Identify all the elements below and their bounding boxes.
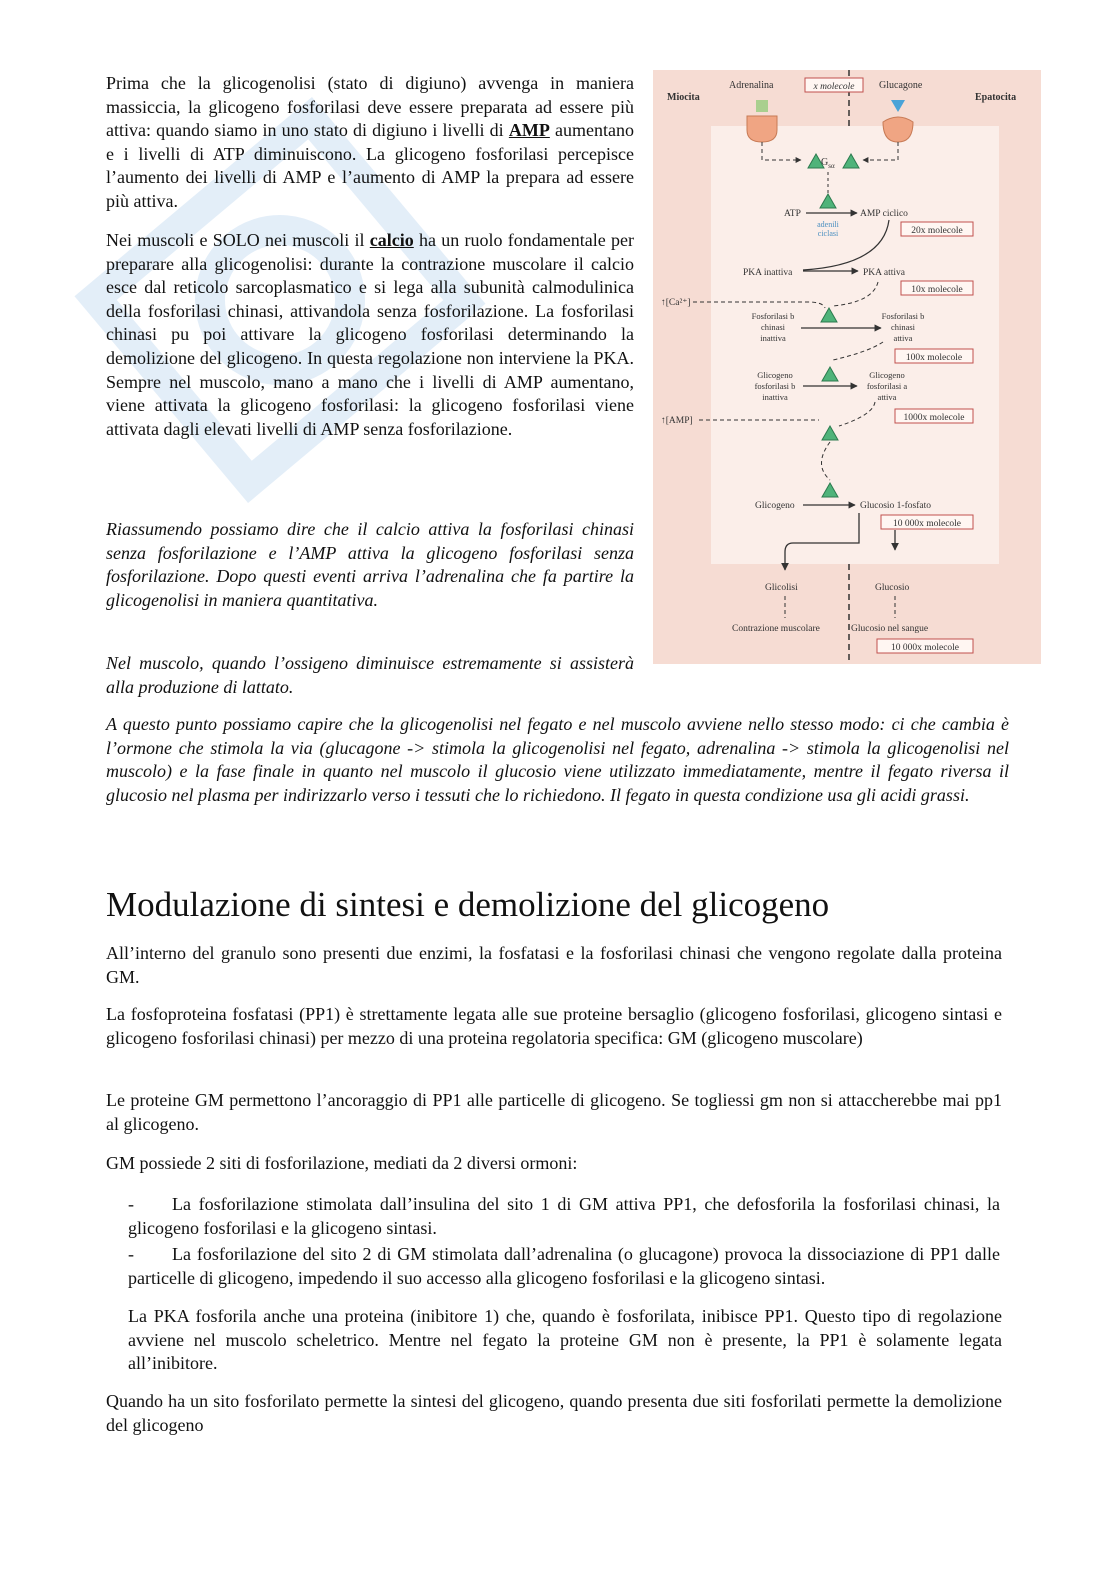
label-gf-in-2: fosforilasi b (754, 381, 796, 391)
list-item (128, 1243, 1000, 1290)
label-glucosio: Glucosio (875, 583, 910, 593)
label-glucagone: Glucagone (879, 80, 923, 91)
label-fk-at-2: chinasi (890, 322, 916, 332)
label-pka-inattiva: PKA inattiva (743, 268, 793, 278)
label-atp: ATP (784, 209, 801, 219)
paragraph-pp1: La fosfoproteina fosfatasi (PP1) è strettamente legata alle sue proteine bersaglio (glicogeno fosforilasi, glicogeno sintasi e glicogeno fosforilasi chinasi) per mezzo di una proteina regolatoria specifica: GM (glicogeno muscolare) (106, 1004, 1002, 1048)
amp-bold-term: AMP (508, 120, 550, 141)
bullet-text: La fosforilazione stimolata dall’insulina del sito 1 di GM attiva PP1, che defosforila la fosforilasi chinasi, la glicogeno fosforilasi e la glicogeno sintasi. (128, 1194, 1000, 1238)
label-gf-at-3: attiva (877, 392, 897, 402)
label-fk-at-3: attiva (893, 333, 913, 343)
label-amp-ciclico: AMP ciclico (860, 209, 908, 219)
paragraph-granulo: All’interno del granulo sono presenti due enzimi, la fosfatasi e la fosforilasi chinasi che vengono regolate dalla proteina GM. (106, 943, 1002, 987)
para1-text-a: Prima che la glicogenolisi (stato di digiuno) avvenga in maniera massiccia, la glicogeno fosforilasi deve essere preparata ad essere più attiva: quando siamo in uno stato di digiuno i livelli di (106, 73, 634, 141)
label-fk-in-2: chinasi (760, 322, 786, 332)
label-20x: 20x molecole (911, 226, 963, 236)
label-glucosio-sangue: Glucosio nel sangue (851, 624, 929, 634)
label-fk-in-3: inattiva (760, 333, 786, 343)
label-gf-in-1: Glicogeno (757, 370, 793, 380)
label-adenil-2: ciclasi (817, 229, 839, 238)
label-1000x: 1000x molecole (903, 413, 965, 423)
para1-text-b: aumentano e i livelli di ATP diminuiscono. La glicogeno fosforilasi percepisce l’aumento dei livelli di AMP e l’aumento di AMP la prepara ad essere più attiva. (106, 120, 634, 211)
label-miocita: Miocita (667, 92, 700, 103)
paragraph-lattato: Nel muscolo, quando l’ossigeno diminuisce estremamente si assisterà alla produzione di lattato. (106, 653, 634, 697)
para2-text-b: ha un ruolo fondamentale per preparare alla glicogenolisi: durante la contrazione muscolare il calcio esce dal reticolo sarcoplasmatico e si lega alla subunità calmodulinica della fosforilasi chinasi, attivandola senza fosforilazione. La fosforilasi chinasi pu poi attivare la glicogeno fosforilasi determinando la demolizione del glicogeno. In questa regolazione non interviene la PKA. Sempre nel muscolo, mano a mano che i livelli di AMP aumentano, viene attivata la glicogeno fosforilasi: la glicogeno fosforilasi viene attivata dagli elevati livelli di AMP senza fosforilazione. (106, 230, 635, 439)
label-gf-at-2: fosforilasi a (866, 381, 908, 391)
paragraph-fegato-muscolo: A questo punto possiamo capire che la glicogenolisi nel fegato e nel muscolo avviene nello stesso modo: ci che cambia è l’ormone che stimola la via (glucagone -> stimola la glicogenolisi nel fegato, adrenalina -> stimola la glicogenolisi nel muscolo) e la fase finale in quanto nel muscolo il glucosio viene utilizzato immediatamente, mentre il fegato riversa il glucosio nel plasma per indirizzarlo verso i tessuti che lo richiedono. Il fegato in questa condizione usa gli acidi grassi. (106, 714, 1009, 805)
label-ca: ↑[Ca²⁺] (661, 298, 691, 308)
paragraph-glicogenolisi-amp (106, 72, 634, 214)
list-item (128, 1193, 1000, 1240)
label-gf-at-1: Glicogeno (869, 370, 905, 380)
label-fk-at-1: Fosforilasi b (881, 311, 925, 321)
para2-text-a: Nei muscoli e SOLO nei muscoli il (106, 230, 370, 250)
paragraph-gm-ancoraggio: Le proteine GM permettono l’ancoraggio di PP1 alle particelle di glicogeno. Se togliessi gm non si attaccherebbe mai pp1 al glicogeno. (106, 1090, 1002, 1134)
label-gs: $G_{s\alpha}$ (821, 157, 835, 170)
bullet-text: La fosforilazione del sito 2 di GM stimolata dall’adrenalina (o glucagone) provoca la dissociazione di PP1 dalle particelle di glicogeno, impedendo il suo accesso alla glicogeno fosforilasi e la glicogeno sintasi. (128, 1244, 1000, 1288)
label-adrenalina: Adrenalina (729, 80, 774, 91)
figure-inner-panel (711, 126, 999, 564)
receptor-right-icon (883, 117, 913, 142)
label-glucosio-1p: Glucosio 1-fosfato (860, 501, 931, 511)
paragraph-pka-inibitore: La PKA fosforila anche una proteina (inibitore 1) che, quando è fosforilata, inibisce PP1. Questo tipo di regolazione avviene nel muscolo scheletrico. Mentre nel fegato la proteine GM non è presente, la PP1 è solamente legata all’inibitore. (128, 1306, 1002, 1374)
paragraph-riassumendo: Riassumendo possiamo dire che il calcio attiva la fosforilasi chinasi senza fosforilazione e l’AMP attiva la glicogeno fosforilasi senza fosforilazione. Dopo questi eventi arriva l’adrenalina che fa partire la glicogenolisi in maniera quantitativa. (106, 519, 634, 610)
label-10000x-b: 10 000x molecole (890, 643, 960, 653)
label-10000x-a: 10 000x molecole (892, 519, 962, 529)
receptor-left-icon (747, 116, 777, 142)
calcio-bold-term: calcio (369, 230, 414, 250)
paragraph-siti-fosforilati: Quando ha un sito fosforilato permette la sintesi del glicogeno, quando presenta due siti fosforilati permette la demolizione del glicogeno (106, 1391, 1002, 1435)
label-glicolisi: Glicolisi (765, 583, 798, 593)
bullet-dash: - (128, 1194, 134, 1214)
label-glicogeno: Glicogeno (755, 501, 795, 511)
label-gf-in-3: inattiva (762, 392, 788, 402)
label-x-molecole: x molecole (813, 82, 855, 92)
label-100x: 100x molecole (905, 353, 963, 363)
paragraph-calcio (106, 229, 634, 441)
label-10x: 10x molecole (911, 285, 963, 295)
label-adenil-1: adenili (817, 220, 839, 229)
paragraph-gm-siti: GM possiede 2 siti di fosforilazione, mediati da 2 diversi ormoni: (106, 1153, 578, 1173)
glycogenolysis-cascade-figure (653, 70, 1041, 664)
label-contrazione: Contrazione muscolare (732, 624, 820, 634)
adrenalina-ligand (756, 100, 768, 112)
label-pka-attiva: PKA attiva (863, 268, 905, 278)
label-amp-level: ↑[AMP] (661, 416, 693, 426)
label-epatocita: Epatocita (975, 92, 1017, 103)
label-fk-in-1: Fosforilasi b (751, 311, 795, 321)
section-title: Modulazione di sintesi e demolizione del glicogeno (106, 885, 830, 924)
bullet-dash: - (128, 1244, 134, 1264)
